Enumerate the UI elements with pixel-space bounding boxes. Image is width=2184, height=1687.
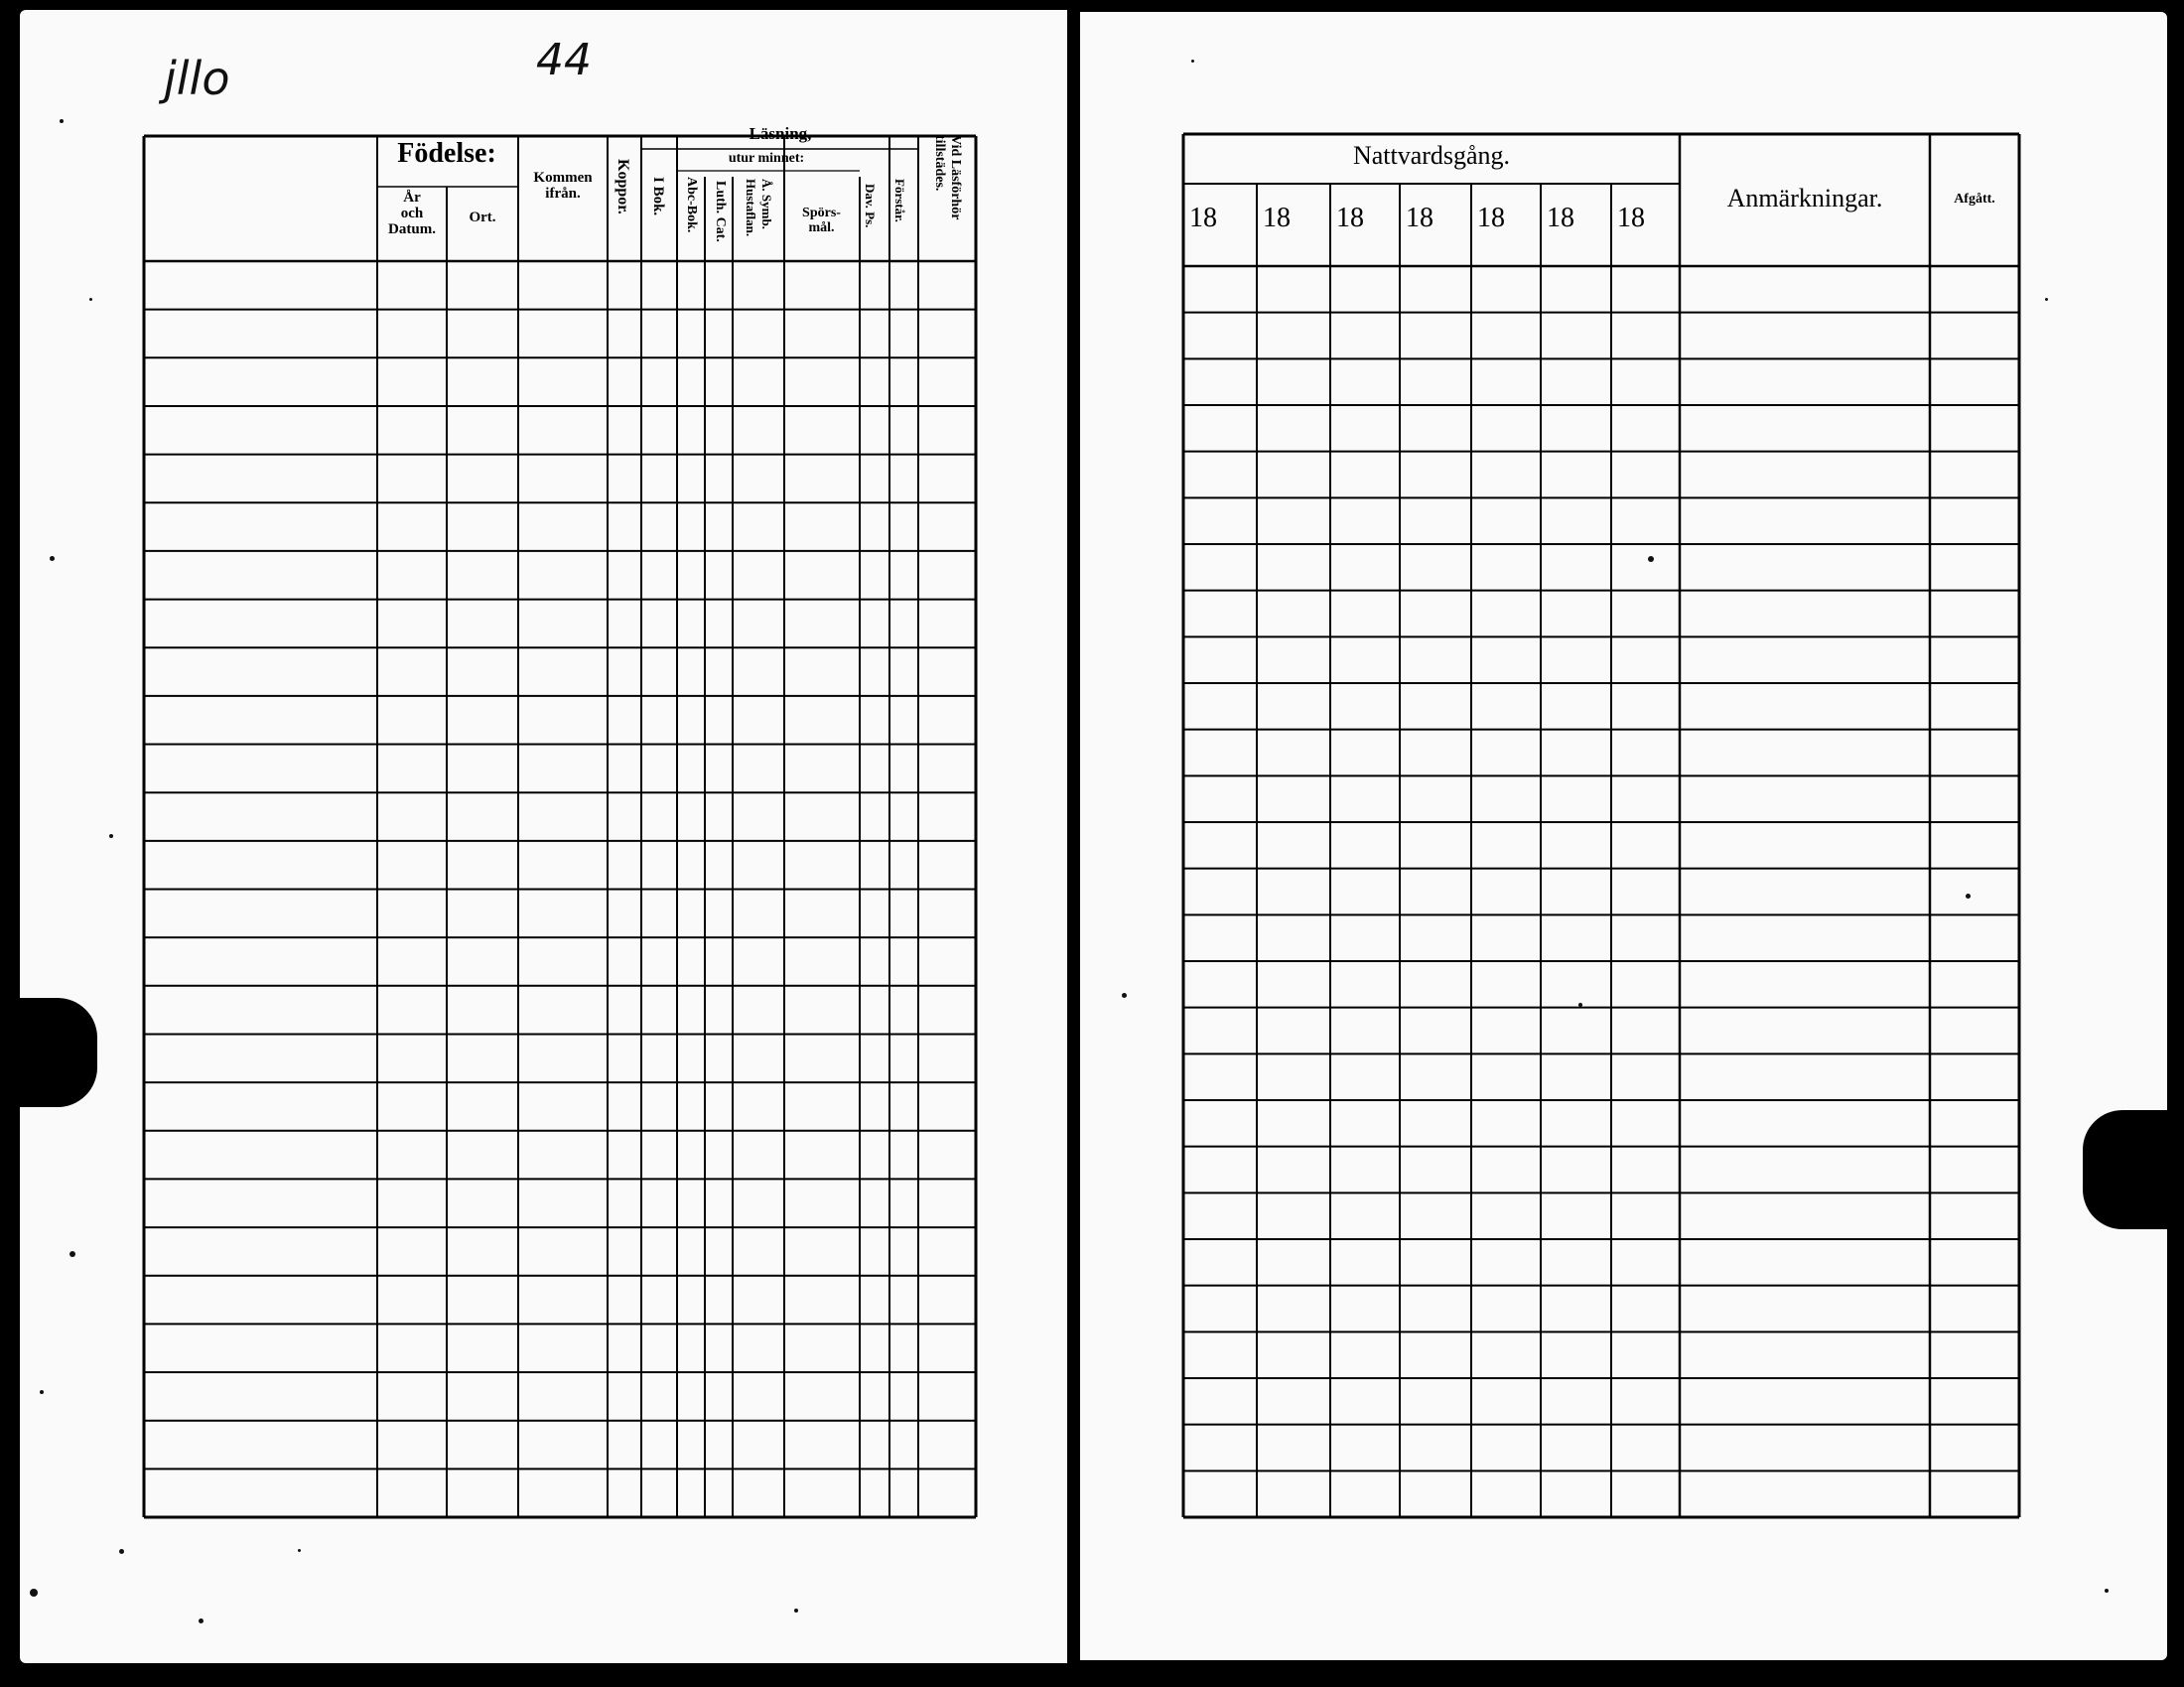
paper-speck <box>794 1609 798 1613</box>
paper-speck <box>60 119 64 123</box>
forstar-header: Förstår. <box>892 179 907 222</box>
paper-speck <box>1191 60 1194 63</box>
ar-datum-header: År och Datum. <box>388 190 436 237</box>
i-bok-header: I Bok. <box>650 177 666 216</box>
luth-cat-header: Luth. Cat. <box>713 181 728 242</box>
handwritten-name-note: jllo <box>164 52 230 105</box>
paper-speck <box>30 1589 38 1597</box>
paper-speck <box>69 1251 75 1257</box>
symb-hustaflan-header: Å. Symb. Hustaflan. <box>744 179 774 237</box>
paper-speck <box>1122 993 1127 998</box>
koppor-header: Koppor. <box>614 159 631 214</box>
lasning-header: Läsning, <box>749 124 812 143</box>
paper-speck <box>298 1549 301 1552</box>
lasforhor-header: Vid Läsförhör tillstädes. <box>932 135 963 220</box>
paper-speck <box>119 1549 124 1554</box>
sporsmal-header: Spörs- mål. <box>802 206 841 235</box>
paper-speck <box>89 298 92 301</box>
paper-speck <box>1648 556 1654 562</box>
year-header-6: 18 <box>1547 203 1574 233</box>
anmarkningar-header: Anmärkningar. <box>1726 184 1883 212</box>
year-header-7: 18 <box>1617 203 1645 233</box>
kommen-header: Kommen ifrån. <box>533 170 593 202</box>
year-header-1: 18 <box>1189 203 1217 233</box>
paper-speck <box>1578 1003 1582 1007</box>
year-header-2: 18 <box>1263 203 1291 233</box>
paper-speck <box>2045 298 2048 301</box>
ort-header: Ort. <box>469 210 496 225</box>
fodelse-header: Födelse: <box>397 138 496 169</box>
utur-minnet-header: utur minnet: <box>728 151 805 166</box>
handwritten-page-number: 44 <box>536 35 592 85</box>
year-header-4: 18 <box>1406 203 1433 233</box>
nattvard-header: Nattvardsgång. <box>1352 141 1511 170</box>
afgatt-header: Afgått. <box>1954 192 1995 207</box>
year-header-3: 18 <box>1336 203 1364 233</box>
dav-ps-header: Dav. Ps. <box>863 184 878 228</box>
paper-speck <box>40 1390 44 1394</box>
paper-speck <box>1966 894 1971 899</box>
paper-speck <box>50 556 55 561</box>
paper-speck <box>199 1618 204 1623</box>
year-header-5: 18 <box>1477 203 1505 233</box>
paper-speck <box>2105 1589 2109 1593</box>
paper-speck <box>109 834 113 838</box>
abc-bok-header: Abc-Bok. <box>684 177 699 233</box>
